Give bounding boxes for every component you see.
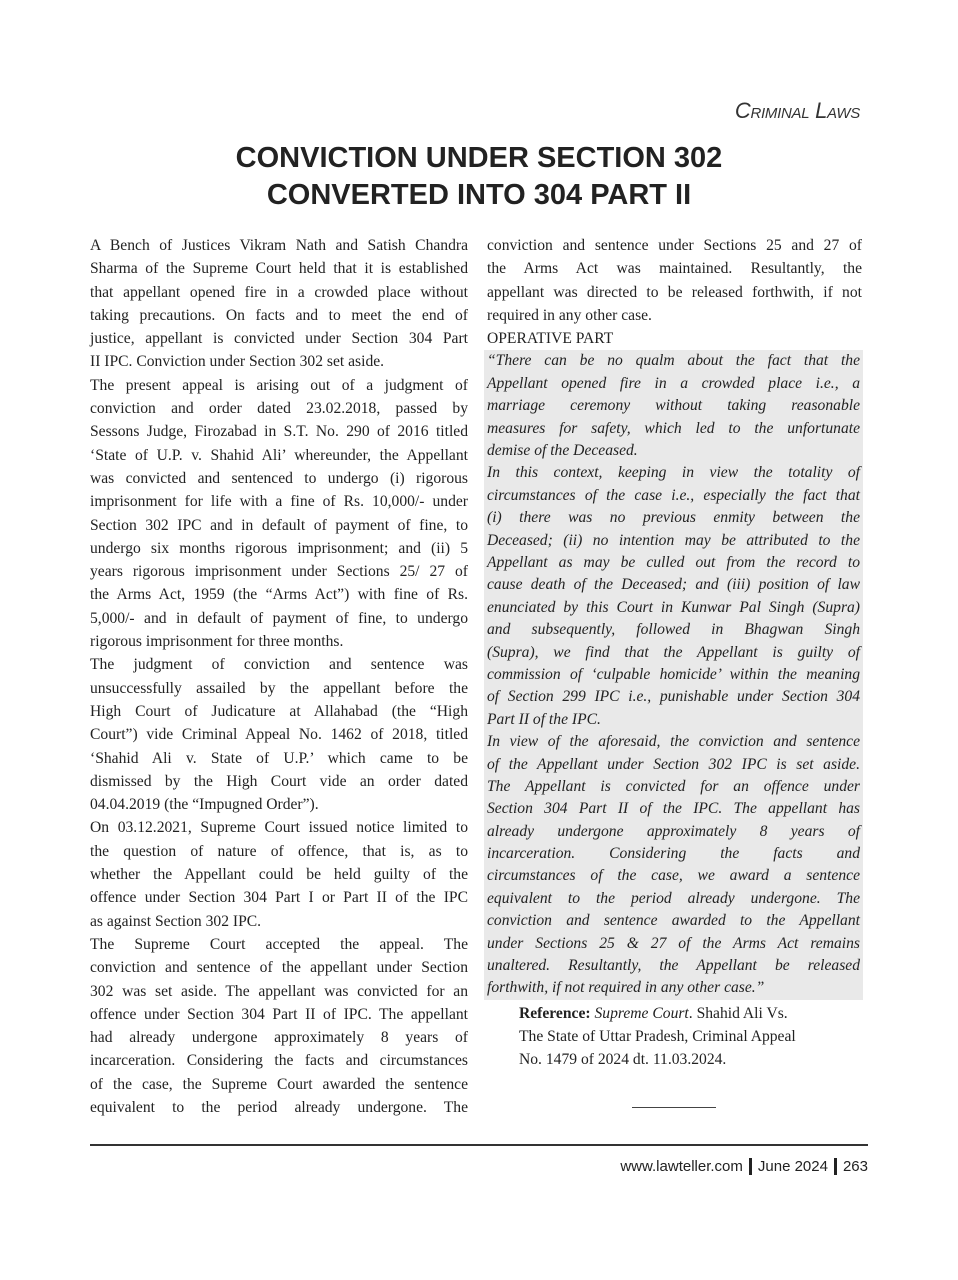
text-line: The Appellant is convicted for an offence under: [487, 777, 860, 795]
text-line: 302 was set aside. The appellant was convicted for an: [90, 982, 468, 1000]
paragraph: [90, 374, 468, 654]
text-line: offence under Section 304 Part I or Part II of the IPC: [90, 889, 468, 907]
separator-bar: [834, 1158, 837, 1175]
text-line: commission of ‘culpable homicide’ within the meaning: [487, 665, 860, 683]
text-line: ‘Shahid Ali v. State of U.P.’ which came to be: [90, 749, 468, 767]
text-line: appellant was directed to be released forthwith, if not: [487, 283, 862, 301]
text-line: incarceration. Considering the facts and circumstances: [90, 1052, 468, 1070]
reference: [519, 1002, 829, 1072]
reference-line-2: The State of Uttar Pradesh, Criminal Appeal: [519, 1028, 796, 1046]
text-line: In this context, keeping in view the totality of: [487, 464, 860, 482]
text-line: High Court of Judicature at Allahabad (the “High: [90, 702, 468, 720]
operative-part-heading: OPERATIVE PART: [487, 330, 614, 348]
text-line: conviction and sentence under Sections 25 and 27 of: [487, 237, 862, 254]
text-line: Court”) vide Criminal Appeal No. 1462 of 2018, titled: [90, 726, 468, 744]
operative-quote: [484, 350, 863, 999]
text-line: undergo six months rigorous imprisonment; and (ii) 5: [90, 539, 468, 557]
paragraph: [90, 933, 468, 1119]
text-line: imprisonment for life with a fine of Rs. 10,000/- under: [90, 493, 468, 511]
text-line: was convicted and sentenced to undergo (i) rigorous: [90, 469, 468, 487]
text-line: enunciated by this Court in Kunwar Pal Singh (Supra): [487, 598, 860, 616]
text-line: Appellant as may be culled out from the record to: [487, 554, 860, 571]
text-line: forthwith, if not required in any other case.”: [487, 979, 765, 997]
text-line: unsuccessfully assailed by the appellant before the: [90, 679, 468, 697]
text-line: In view of the aforesaid, the conviction and sentence: [487, 733, 860, 751]
text-line: demise of the Deceased.: [487, 442, 638, 460]
text-line: that appellant opened fire in a crowded place without: [90, 283, 468, 301]
text-line: measures for safety, which led to the unfortunate: [487, 419, 860, 437]
text-line: The present appeal is arising out of a judgment of: [90, 376, 468, 394]
text-line: Deceased; (ii) no intention may be attributed to the: [487, 531, 860, 549]
text-line: “There can be no qualm about the fact that the: [487, 352, 860, 370]
text-line: Part II of the IPC.: [487, 710, 601, 728]
text-line: circumstances of the case, we award a sentence: [487, 867, 860, 885]
text-line: Section 302 IPC and in default of payment of fine, to: [90, 516, 468, 534]
paragraph: [90, 234, 468, 374]
text-line: conviction and sentence of the appellant under Section: [90, 959, 468, 977]
text-line: Section 304 Part II of the IPC. The appellant has: [487, 800, 860, 818]
text-line: unaltered. Resultantly, the Appellant be released: [487, 957, 860, 975]
article-title: [0, 140, 958, 214]
separator-bar: [749, 1158, 752, 1175]
text-line: Appellant opened fire in a crowded place i.e., a: [487, 374, 860, 392]
text-line: whether the Appellant could be held guilty of the: [90, 866, 468, 884]
footer: [620, 1158, 868, 1175]
paragraph: [90, 816, 468, 932]
text-line: circumstances of the case i.e., especially the fact that: [487, 486, 860, 504]
text-line: as against Section 302 IPC.: [90, 912, 262, 930]
continuation-paragraph: [487, 234, 862, 327]
text-line: cause death of the Deceased; and (iii) position of law: [487, 576, 860, 594]
text-line: Sessons Judge, Firozabad in S.T. No. 290 of 2016 titled: [90, 423, 468, 441]
text-line: dismissed by the High Court vide an order dated: [90, 772, 468, 790]
reference-court: Supreme Court: [594, 1004, 689, 1022]
text-line: had already undergone approximately 8 years of: [90, 1029, 468, 1047]
paragraph: [487, 462, 860, 731]
text-line: conviction and sentence awarded to the Appellant: [487, 912, 860, 930]
text-line: taking precautions. On facts and to meet the end of: [90, 306, 468, 324]
text-line: On 03.12.2021, Supreme Court issued notice limited to: [90, 819, 468, 837]
right-column: [487, 234, 862, 1072]
text-line: The Supreme Court accepted the appeal. The: [90, 935, 468, 953]
footer-issue: June 2024: [757, 1158, 828, 1175]
text-line: ‘State of U.P. v. Shahid Ali’ whereunder, the Appellant: [90, 446, 468, 464]
text-line: marriage ceremony without taking reasonable: [487, 397, 860, 415]
text-line: the Arms Act was maintained. Resultantly, the: [487, 260, 862, 278]
left-column: [90, 234, 468, 1119]
text-line: (i) there was no previous enmity between the: [487, 509, 860, 527]
text-line: conviction and order dated 23.02.2018, passed by: [90, 400, 468, 418]
text-line: required in any other case.: [487, 306, 652, 324]
footer-website: www.lawteller.com: [620, 1158, 743, 1175]
text-line: of the case, the Supreme Court awarded the sentence: [90, 1075, 468, 1093]
section-label: Criminal Laws: [734, 98, 860, 123]
text-line: justice, appellant is convicted under Section 304 Part: [90, 330, 468, 348]
text-line: of the Appellant under Section 302 IPC is set aside.: [487, 755, 860, 773]
text-line: the Arms Act, 1959 (the “Arms Act”) with fine of Rs.: [90, 586, 468, 604]
text-line: offence under Section 304 Part II of IPC. The appellant: [90, 1005, 468, 1023]
text-line: rigorous imprisonment for three months.: [90, 633, 344, 651]
text-line: incarceration. Considering the facts and: [487, 845, 860, 863]
reference-case: . Shahid Ali Vs.: [688, 1004, 788, 1022]
text-line: already undergone approximately 8 years of: [487, 822, 860, 840]
text-line: A Bench of Justices Vikram Nath and Satish Chandra: [90, 237, 468, 254]
text-line: equivalent to the period already undergone. The: [487, 889, 860, 907]
paragraph: [487, 234, 862, 327]
footer-divider: [90, 1144, 868, 1146]
text-line: The judgment of conviction and sentence was: [90, 656, 468, 674]
paragraph: [487, 731, 860, 1000]
paragraph: [487, 350, 860, 462]
text-line: (Supra), we find that the Appellant is guilty of: [487, 643, 860, 661]
page-number: 263: [842, 1158, 868, 1175]
text-line: the question of nature of offence, that is, as to: [90, 842, 468, 860]
text-line: years rigorous imprisonment under Sections 25/ 27 of: [90, 563, 468, 581]
end-rule: [632, 1107, 716, 1108]
text-line: under Sections 25 & 27 of the Arms Act remains: [487, 934, 860, 952]
text-line: 5,000/- and in default of payment of fine, to undergo: [90, 609, 468, 627]
text-line: of Section 299 IPC i.e., punishable under Section 304: [487, 688, 860, 706]
text-line: 04.04.2019 (the “Impugned Order”).: [90, 796, 319, 814]
title-line-1: CONVICTION UNDER SECTION 302: [235, 142, 723, 174]
paragraph: [90, 653, 468, 816]
title-line-2: CONVERTED INTO 304 PART II: [266, 179, 692, 211]
reference-label: Reference:: [519, 1004, 591, 1022]
text-line: equivalent to the period already undergone. The: [90, 1098, 468, 1116]
text-line: Sharma of the Supreme Court held that it is established: [90, 260, 468, 278]
text-line: and subsequently, followed in Bhagwan Singh: [487, 621, 860, 639]
text-line: II IPC. Conviction under Section 302 set aside.: [90, 353, 385, 371]
reference-line-3: No. 1479 of 2024 dt. 11.03.2024.: [519, 1051, 727, 1069]
